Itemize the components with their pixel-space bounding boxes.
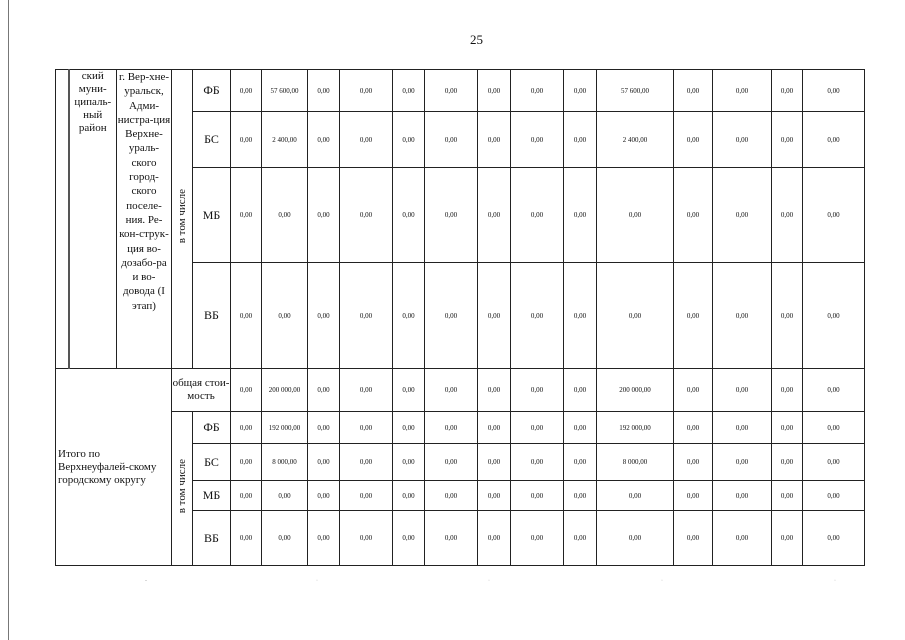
value-cell: 0,00 <box>425 263 478 369</box>
value-cell: 0,00 <box>393 369 425 412</box>
value-cell: 0,00 <box>713 369 772 412</box>
value-cell: 0,00 <box>308 263 340 369</box>
value-cell: 0,00 <box>478 511 511 566</box>
value-cell: 0,00 <box>674 70 713 112</box>
value-cell: 0,00 <box>308 511 340 566</box>
value-cell: 0,00 <box>393 112 425 168</box>
value-cell: 0,00 <box>803 511 865 566</box>
value-cell: 0,00 <box>511 263 564 369</box>
scan-mark: - <box>145 578 147 584</box>
value-cell: 0,00 <box>772 70 803 112</box>
value-cell: 0,00 <box>511 412 564 444</box>
value-cell: 0,00 <box>478 263 511 369</box>
value-cell: 0,00 <box>262 168 308 263</box>
in-total-vertical-cell <box>172 412 193 566</box>
page-number: 25 <box>470 32 483 47</box>
vertical-label: в том числе <box>176 458 188 514</box>
value-cell: 0,00 <box>803 444 865 481</box>
value-cell: 0,00 <box>340 168 393 263</box>
scan-mark: · <box>488 578 490 584</box>
value-cell: 0,00 <box>262 481 308 511</box>
value-cell: 0,00 <box>231 70 262 112</box>
value-cell: 0,00 <box>772 511 803 566</box>
value-cell: 0,00 <box>803 369 865 412</box>
value-cell: 0,00 <box>231 168 262 263</box>
value-cell: 0,00 <box>478 369 511 412</box>
value-cell: 0,00 <box>564 444 597 481</box>
fund-cell: ФБ <box>193 70 231 112</box>
value-cell: 0,00 <box>713 412 772 444</box>
value-cell: 0,00 <box>564 112 597 168</box>
value-cell: 0,00 <box>772 168 803 263</box>
table-row <box>56 70 865 112</box>
value-cell: 0,00 <box>340 444 393 481</box>
fund-cell: БС <box>193 112 231 168</box>
value-cell: 0,00 <box>393 168 425 263</box>
value-cell: 0,00 <box>772 444 803 481</box>
value-cell: 0,00 <box>393 412 425 444</box>
value-cell: 0,00 <box>564 70 597 112</box>
value-cell: 0,00 <box>674 263 713 369</box>
value-cell: 0,00 <box>425 112 478 168</box>
value-cell: 0,00 <box>308 481 340 511</box>
value-cell: 0,00 <box>772 369 803 412</box>
value-cell: 0,00 <box>231 444 262 481</box>
value-cell: 0,00 <box>425 70 478 112</box>
vertical-label: в том числе <box>176 189 188 244</box>
value-cell: 0,00 <box>425 168 478 263</box>
value-cell: 0,00 <box>308 70 340 112</box>
value-cell: 0,00 <box>262 263 308 369</box>
value-cell: 0,00 <box>713 70 772 112</box>
value-cell: 192 000,00 <box>597 412 674 444</box>
value-cell: 0,00 <box>803 168 865 263</box>
value-cell: 0,00 <box>803 481 865 511</box>
value-cell: 0,00 <box>674 369 713 412</box>
value-cell: 0,00 <box>231 112 262 168</box>
budget-table <box>55 69 865 566</box>
value-cell: 0,00 <box>425 444 478 481</box>
value-cell: 0,00 <box>597 481 674 511</box>
page-edge-line <box>8 0 9 640</box>
value-cell: 0,00 <box>803 263 865 369</box>
value-cell: 0,00 <box>340 511 393 566</box>
value-cell: 0,00 <box>340 112 393 168</box>
value-cell: 0,00 <box>511 112 564 168</box>
value-cell: 0,00 <box>597 263 674 369</box>
value-cell: 0,00 <box>425 369 478 412</box>
value-cell: 0,00 <box>511 369 564 412</box>
value-cell: 0,00 <box>340 263 393 369</box>
value-cell: 0,00 <box>713 511 772 566</box>
value-cell: 0,00 <box>231 369 262 412</box>
value-cell: 0,00 <box>425 412 478 444</box>
value-cell: 0,00 <box>597 168 674 263</box>
value-cell: 0,00 <box>772 112 803 168</box>
value-cell: 0,00 <box>393 511 425 566</box>
value-cell: 0,00 <box>674 481 713 511</box>
value-cell: 0,00 <box>772 412 803 444</box>
value-cell: 0,00 <box>478 481 511 511</box>
value-cell: 0,00 <box>393 70 425 112</box>
value-cell: 0,00 <box>511 444 564 481</box>
value-cell: 0,00 <box>674 511 713 566</box>
scan-mark: · <box>834 578 836 584</box>
value-cell: 0,00 <box>511 168 564 263</box>
scan-mark: · <box>316 578 318 584</box>
value-cell: 200 000,00 <box>597 369 674 412</box>
value-cell: 0,00 <box>308 369 340 412</box>
object-cell: г. Вер-хне-уральск, Адми-нистра-ция Верхне-ураль-ского город-ского поселе-ния. Ре-кон-струк-ция во-дозабо-ра и во-довода (I этап) <box>117 70 172 369</box>
scan-mark: · <box>661 578 663 584</box>
value-cell: 200 000,00 <box>262 369 308 412</box>
value-cell: 0,00 <box>803 412 865 444</box>
value-cell: 0,00 <box>478 444 511 481</box>
value-cell: 2 400,00 <box>262 112 308 168</box>
value-cell: 0,00 <box>231 263 262 369</box>
fund-cell: ВБ <box>193 263 231 369</box>
value-cell: 0,00 <box>340 481 393 511</box>
in-total-vertical-cell <box>172 70 193 369</box>
value-cell: 0,00 <box>713 263 772 369</box>
value-cell: 0,00 <box>425 511 478 566</box>
value-cell: 0,00 <box>340 70 393 112</box>
value-cell: 0,00 <box>231 481 262 511</box>
value-cell: 0,00 <box>713 168 772 263</box>
value-cell: 192 000,00 <box>262 412 308 444</box>
value-cell: 57 600,00 <box>597 70 674 112</box>
value-cell: 0,00 <box>425 481 478 511</box>
table-row <box>56 369 865 412</box>
value-cell: 0,00 <box>340 412 393 444</box>
fund-cell: БС <box>193 444 231 481</box>
value-cell: 0,00 <box>803 70 865 112</box>
fund-cell: МБ <box>193 481 231 511</box>
value-cell: 0,00 <box>231 511 262 566</box>
value-cell: 0,00 <box>511 481 564 511</box>
value-cell: 8 000,00 <box>262 444 308 481</box>
district-cell: ский муни-ципаль-ный район <box>69 70 117 369</box>
value-cell: 0,00 <box>511 70 564 112</box>
value-cell: 0,00 <box>564 412 597 444</box>
value-cell: 0,00 <box>597 511 674 566</box>
value-cell: 0,00 <box>231 412 262 444</box>
value-cell: 0,00 <box>478 412 511 444</box>
value-cell: 0,00 <box>713 481 772 511</box>
value-cell: 0,00 <box>803 112 865 168</box>
value-cell: 0,00 <box>713 112 772 168</box>
total-cost-label: общая стои-мость <box>172 369 231 412</box>
value-cell: 0,00 <box>674 112 713 168</box>
value-cell: 0,00 <box>772 263 803 369</box>
fund-cell: ФБ <box>193 412 231 444</box>
value-cell: 0,00 <box>340 369 393 412</box>
value-cell: 0,00 <box>674 444 713 481</box>
value-cell: 0,00 <box>308 112 340 168</box>
value-cell: 0,00 <box>478 112 511 168</box>
value-cell: 2 400,00 <box>597 112 674 168</box>
value-cell: 0,00 <box>393 444 425 481</box>
value-cell: 8 000,00 <box>597 444 674 481</box>
value-cell: 0,00 <box>772 481 803 511</box>
value-cell: 0,00 <box>674 168 713 263</box>
value-cell: 0,00 <box>478 70 511 112</box>
value-cell: 0,00 <box>564 168 597 263</box>
value-cell: 0,00 <box>674 412 713 444</box>
fund-cell: ВБ <box>193 511 231 566</box>
value-cell: 0,00 <box>564 369 597 412</box>
fund-cell: МБ <box>193 168 231 263</box>
value-cell: 0,00 <box>511 511 564 566</box>
value-cell: 0,00 <box>564 511 597 566</box>
value-cell: 0,00 <box>308 412 340 444</box>
value-cell: 0,00 <box>308 444 340 481</box>
value-cell: 0,00 <box>393 481 425 511</box>
value-cell: 0,00 <box>262 511 308 566</box>
value-cell: 0,00 <box>564 481 597 511</box>
value-cell: 0,00 <box>478 168 511 263</box>
value-cell: 0,00 <box>393 263 425 369</box>
table-row <box>56 412 865 444</box>
spacer-cell <box>56 70 69 369</box>
value-cell: 0,00 <box>308 168 340 263</box>
total-label-cell: Итого по Верхнеуфалей-скому городскому округу <box>56 369 172 566</box>
value-cell: 0,00 <box>564 263 597 369</box>
value-cell: 57 600,00 <box>262 70 308 112</box>
value-cell: 0,00 <box>713 444 772 481</box>
